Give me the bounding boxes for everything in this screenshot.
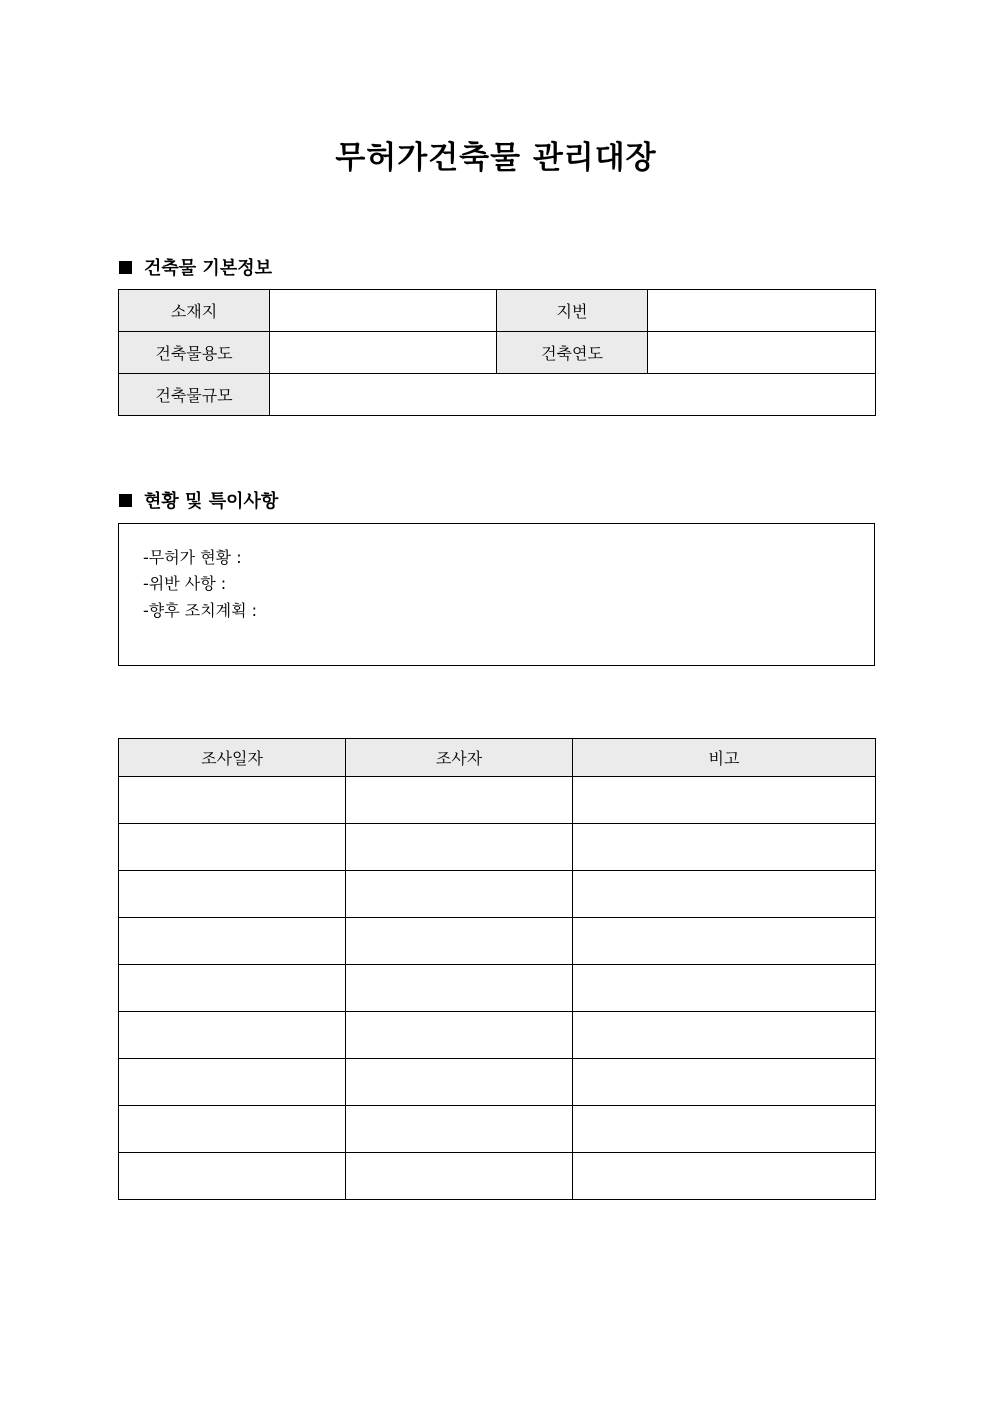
section-heading-text: 현황 및 특이사항: [144, 491, 279, 512]
surveyor-cell[interactable]: [346, 824, 573, 871]
status-notes-box[interactable]: [118, 523, 875, 666]
usage-label: 건축물용도: [119, 332, 270, 374]
usage-field[interactable]: [270, 332, 497, 374]
surveyor-cell[interactable]: [346, 918, 573, 965]
section-heading-text: 건축물 기본정보: [144, 258, 272, 279]
surveyor-cell[interactable]: [346, 1012, 573, 1059]
survey-table: [118, 738, 876, 1200]
remarks-cell[interactable]: [573, 1012, 876, 1059]
surveyor-cell[interactable]: [346, 871, 573, 918]
remarks-cell[interactable]: [573, 871, 876, 918]
year-field[interactable]: [648, 332, 876, 374]
survey-date-cell[interactable]: [119, 777, 346, 824]
table-row: [119, 1153, 876, 1200]
survey-date-cell[interactable]: [119, 824, 346, 871]
table-row: [119, 871, 876, 918]
unpermitted-status-line: -무허가 현황 :: [143, 548, 242, 567]
survey-date-cell[interactable]: [119, 1012, 346, 1059]
section-heading-status: [119, 487, 278, 513]
survey-date-cell[interactable]: [119, 918, 346, 965]
remarks-cell[interactable]: [573, 965, 876, 1012]
remarks-cell[interactable]: [573, 1106, 876, 1153]
remarks-cell[interactable]: [573, 824, 876, 871]
column-header-surveyor: 조사자: [346, 739, 573, 777]
scale-field[interactable]: [270, 374, 876, 416]
column-header-survey-date: 조사일자: [119, 739, 346, 777]
table-header-row: [119, 739, 876, 777]
table-row: [119, 965, 876, 1012]
square-bullet-icon: [119, 261, 132, 274]
violation-line: -위반 사항 :: [143, 574, 227, 593]
remarks-cell[interactable]: [573, 918, 876, 965]
lot-number-field[interactable]: [648, 290, 876, 332]
location-label: 소재지: [119, 290, 270, 332]
remarks-cell[interactable]: [573, 1153, 876, 1200]
table-row: [119, 1059, 876, 1106]
remarks-cell[interactable]: [573, 1059, 876, 1106]
surveyor-cell[interactable]: [346, 1153, 573, 1200]
table-row: [119, 290, 876, 332]
table-row: [119, 332, 876, 374]
table-row: [119, 374, 876, 416]
survey-date-cell[interactable]: [119, 1059, 346, 1106]
table-row: [119, 1012, 876, 1059]
survey-date-cell[interactable]: [119, 1153, 346, 1200]
survey-date-cell[interactable]: [119, 965, 346, 1012]
table-row: [119, 777, 876, 824]
section-heading-basic-info: [119, 254, 272, 280]
survey-date-cell[interactable]: [119, 871, 346, 918]
column-header-remarks: 비고: [573, 739, 876, 777]
building-info-table: [118, 289, 876, 416]
surveyor-cell[interactable]: [346, 1106, 573, 1153]
table-row: [119, 918, 876, 965]
remarks-cell[interactable]: [573, 777, 876, 824]
table-row: [119, 824, 876, 871]
surveyor-cell[interactable]: [346, 777, 573, 824]
scale-label: 건축물규모: [119, 374, 270, 416]
square-bullet-icon: [119, 494, 132, 507]
future-plan-line: -향후 조치계획 :: [143, 601, 258, 620]
location-field[interactable]: [270, 290, 497, 332]
surveyor-cell[interactable]: [346, 1059, 573, 1106]
document-title: 무허가건축물 관리대장: [335, 140, 657, 176]
lot-number-label: 지번: [497, 290, 648, 332]
surveyor-cell[interactable]: [346, 965, 573, 1012]
survey-date-cell[interactable]: [119, 1106, 346, 1153]
table-row: [119, 1106, 876, 1153]
year-label: 건축연도: [497, 332, 648, 374]
